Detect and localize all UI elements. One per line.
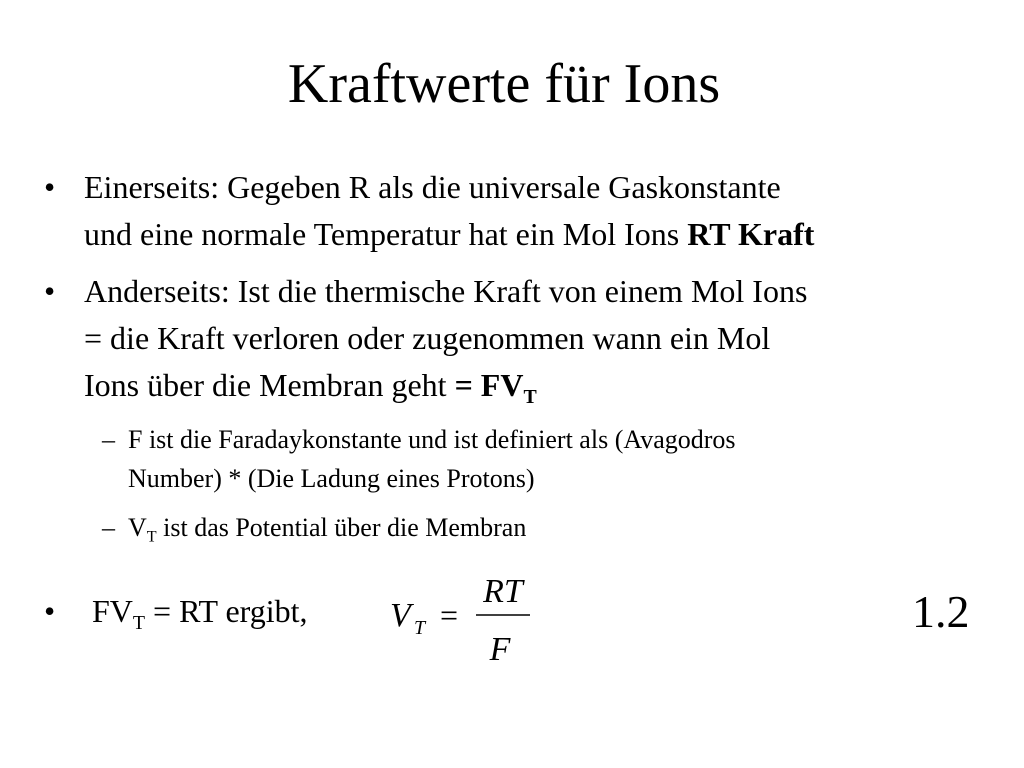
subitem-2-symbol: V: [128, 513, 147, 542]
bullet-2-line-3-text: Ions über die Membran geht: [84, 367, 455, 403]
equation-number: 1.2: [912, 586, 970, 637]
formula-lhs: V: [390, 597, 411, 634]
bullet-1-bold-term: RT Kraft: [687, 216, 815, 252]
subitem-2: [102, 508, 988, 547]
bullet-2-bold-term: [454, 367, 537, 408]
subitem-1: [102, 420, 988, 498]
bullet-marker: •: [44, 593, 56, 629]
formula-equals: =: [440, 597, 459, 633]
bullet-2-line-2: = die Kraft verloren oder zugenommen wann ein Mol: [84, 320, 771, 356]
subitem-2-subscript: T: [146, 528, 157, 546]
bullet-2-bold-subscript: T: [523, 385, 537, 408]
bullet-3-symbol: FV: [92, 593, 133, 629]
bullet-marker: •: [44, 169, 56, 205]
subitem-1-line-1: F ist die Faradaykonstante und ist definiert als (Avagodros: [128, 425, 736, 454]
formula-lhs-subscript: T: [414, 617, 426, 639]
sub-marker: –: [102, 425, 115, 454]
bullet-2-line-3: [84, 362, 999, 409]
formula: [388, 568, 548, 668]
bullet-3-subscript: T: [132, 611, 146, 634]
bullet-1: [44, 164, 999, 258]
sub-marker: –: [102, 513, 115, 542]
bullet-2-bold-text: = FV: [454, 367, 524, 403]
bullet-1-line-2-text: und eine normale Temperatur hat ein Mol Ions: [84, 216, 688, 252]
bullet-1-line-2: [84, 211, 999, 258]
formula-numerator: RT: [483, 573, 523, 610]
bullet-2-line-1: Anderseits: Ist die thermische Kraft von einem Mol Ions: [84, 273, 808, 309]
bullet-marker: •: [44, 273, 56, 309]
slide-title: Kraftwerte für Ions: [287, 53, 721, 115]
subitem-1-line-2: Number) * (Die Ladung eines Protons): [128, 464, 535, 493]
bullet-3-text: = RT ergibt,: [145, 593, 308, 629]
bullet-2: [44, 268, 999, 409]
bullet-3: [44, 588, 372, 635]
subitem-2-text: ist das Potential über die Membran: [156, 513, 527, 542]
subitem-2-line: [128, 508, 988, 547]
bullet-1-line-1: Einerseits: Gegeben R als die universale Gaskonstante: [84, 169, 781, 205]
formula-denominator: F: [489, 631, 511, 668]
bullet-3-line: [92, 588, 372, 635]
